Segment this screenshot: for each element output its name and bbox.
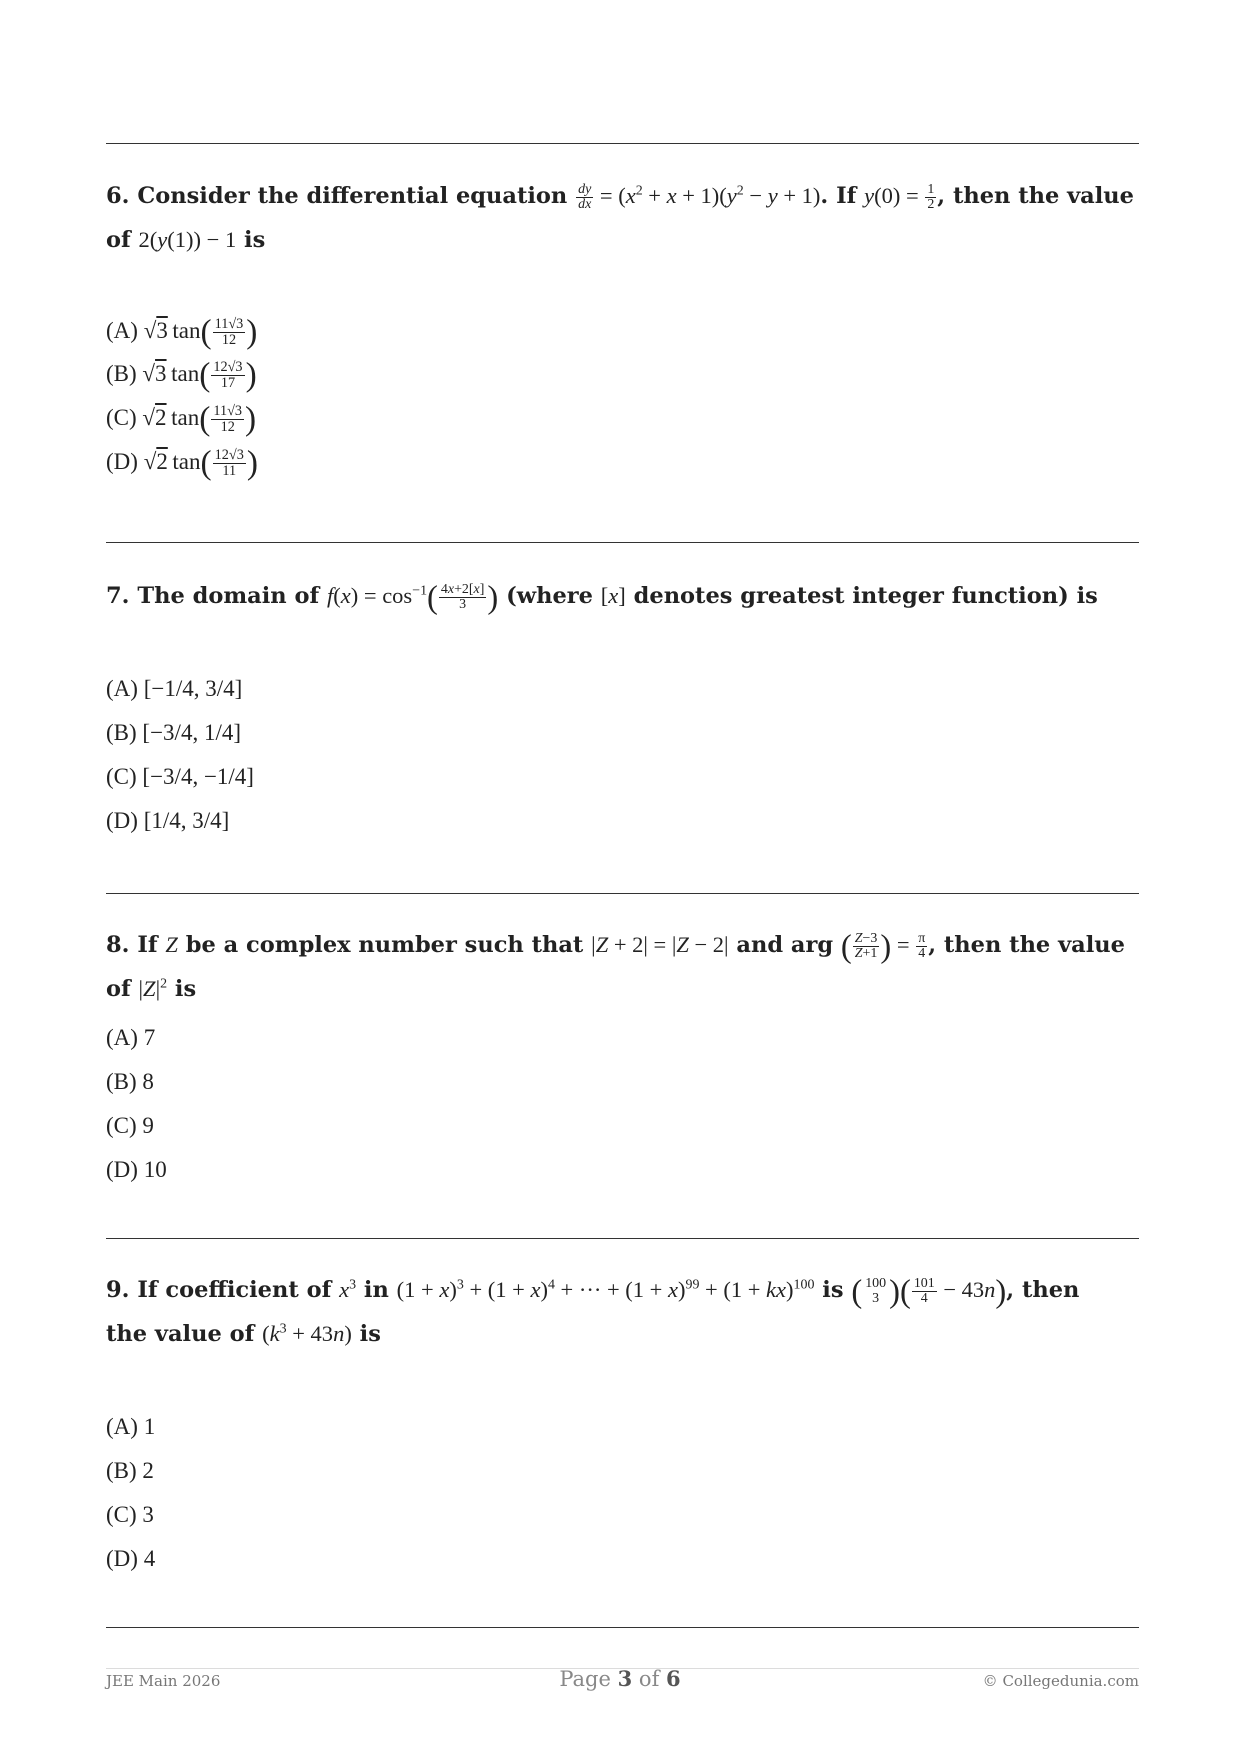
question-6-option-b[interactable]: (B) √3 tan( $\frac{12√3}{17}$ ) xyxy=(106,356,257,394)
question-9-option-b[interactable]: (B) 2 xyxy=(106,1458,154,1483)
top-rule xyxy=(106,143,1139,144)
question-7-option-b[interactable]: (B) [−3/4, 1/4] xyxy=(106,720,241,745)
divider-rule xyxy=(106,1627,1139,1628)
footer-exam-name: JEE Main 2026 xyxy=(106,1672,221,1690)
footer-copyright: © Collegedunia.com xyxy=(982,1672,1139,1690)
question-7-stem: 7. The domain of $f(x) = \cos^{-1}$( $\frac{4x+2[x]}{3}$ ) (where [x] denotes greatest integer function) is xyxy=(106,579,1098,616)
question-7-option-a[interactable]: (A) [−1/4, 3/4] xyxy=(106,676,243,701)
divider-rule xyxy=(106,1238,1139,1239)
question-9-option-c[interactable]: (C) 3 xyxy=(106,1502,154,1527)
divider-rule xyxy=(106,893,1139,894)
question-6-option-c[interactable]: (C) √2 tan( $\frac{11√3}{12}$ ) xyxy=(106,400,257,438)
question-8-option-d[interactable]: (D) 10 xyxy=(106,1157,167,1182)
question-7-option-d[interactable]: (D) [1/4, 3/4] xyxy=(106,808,230,833)
question-9-option-d[interactable]: (D) 4 xyxy=(106,1546,156,1571)
question-8-stem: 8. If Z be a complex number such that |Z + 2| = |Z − 2| and arg ( $\frac{Z-3}{Z+1}$ ) = $\frac{\pi}{4}$ , then the value of $|Z|^2$ is xyxy=(106,928,1125,1002)
question-6-stem: 6. Consider the differential equation $\frac{dy}{dx}$ = $(x^2 + x + 1)(y^2 - y + 1)$. If y(0) = $\frac{1}{2}$ , then the value of 2(y(1)) − 1 is xyxy=(106,181,1134,253)
page-indicator: Page 3 of 6 xyxy=(559,1666,681,1691)
question-8-option-c[interactable]: (C) 9 xyxy=(106,1113,154,1138)
question-9-stem: 9. If coefficient of $x^3$ in $(1 + x)^3 + (1 + x)^4$ + ··· + $(1 + x)^{99} + (1 + kx)^{100}$ is ( 100 3 )( $\frac{101}{4}$ − 43n), then the value of $(k^3 + 43n)$ is xyxy=(106,1273,1080,1347)
question-7-option-c[interactable]: (C) [−3/4, −1/4] xyxy=(106,764,254,789)
divider-rule xyxy=(106,542,1139,543)
question-8-option-a[interactable]: (A) 7 xyxy=(106,1025,156,1050)
question-9-option-a[interactable]: (A) 1 xyxy=(106,1414,156,1439)
question-6-option-a[interactable]: (A) √3 tan( $\frac{11√3}{12}$ ) xyxy=(106,313,258,351)
question-6-option-d[interactable]: (D) √2 tan( $\frac{12√3}{11}$ ) xyxy=(106,444,258,482)
question-8-option-b[interactable]: (B) 8 xyxy=(106,1069,154,1094)
